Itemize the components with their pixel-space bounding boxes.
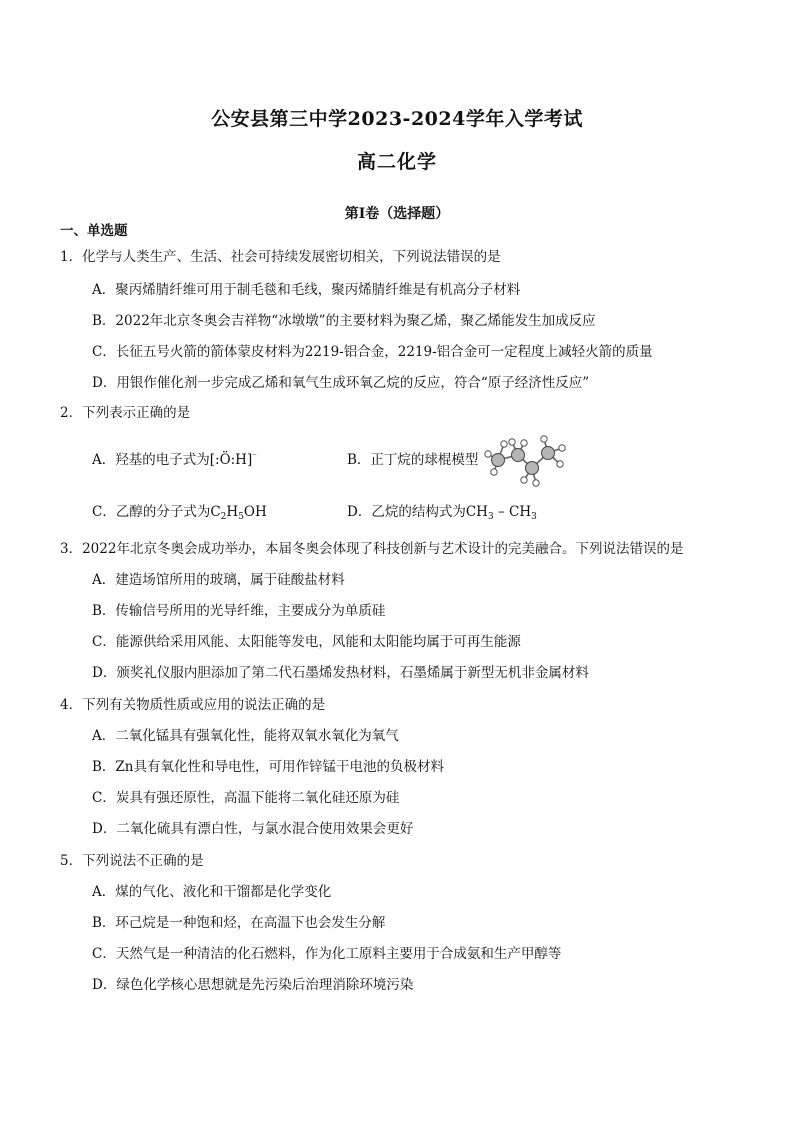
question-1-stem: 1．化学与人类生产、生活、社会可持续发展密切相关，下列说法错误的是 [60, 249, 501, 265]
question-2-option-a [92, 451, 257, 469]
question-1-option-d: D．用银作催化剂一步完成乙烯和氧气生成环氧乙烷的反应，符合“原子经济性反应” [92, 375, 590, 391]
question-5-option-d: D．绿色化学核心思想就是先污染后治理消除环境污染 [92, 977, 414, 993]
question-4-option-a: A．二氧化锰具有强氧化性，能将双氧水氧化为氧气 [92, 728, 399, 744]
question-2-option-c [92, 503, 267, 521]
subscript: 3 [531, 512, 537, 522]
question-5-option-c: C．天然气是一种清洁的化石燃料，作为化工原料主要用于合成氨和生产甲醇等 [92, 946, 562, 962]
exam-subtitle: 高二化学 [356, 151, 437, 173]
butane-ball-stick-model-icon [484, 434, 576, 490]
question-2-option-b: B．正丁烷的球棍模型 [347, 452, 479, 468]
formula-part: OH [243, 504, 267, 520]
question-3-option-c: C．能源供给采用风能、太阳能等发电，风能和太阳能均属于可再生能源 [92, 634, 521, 650]
question-4-option-d: D．二氧化硫具有漂白性，与氯水混合使用效果会更好 [92, 821, 414, 837]
question-1-option-b: B．2022年北京冬奥会吉祥物“冰墩墩”的主要材料为聚乙烯，聚乙烯能发生加成反应 [92, 313, 596, 329]
option-a-text: A．羟基的电子式为 [92, 452, 210, 468]
option-c-text: C．乙醇的分子式为C [92, 504, 221, 520]
question-3-option-a: A．建造场馆所用的玻璃，属于硅酸盐材料 [92, 572, 345, 588]
formula-part: – CH [493, 504, 532, 520]
exam-title: 公安县第三中学2023-2024学年入学考试 [211, 108, 583, 130]
question-2-stem: 2．下列表示正确的是 [60, 405, 191, 421]
question-3-stem: 3．2022年北京冬奥会成功举办，本届冬奥会体现了科技创新与艺术设计的完美融合。下列说法错误的是 [60, 541, 684, 557]
question-1-option-a: A．聚丙烯腈纤维可用于制毛毯和毛线，聚丙烯腈纤维是有机高分子材料 [92, 282, 521, 298]
hydroxyl-electron-formula: [:Ö:H] [209, 452, 253, 468]
question-2-option-d [347, 503, 537, 521]
formula-part: H [226, 504, 239, 520]
part-heading: 第Ⅰ卷（选择题） [344, 206, 450, 222]
option-d-text: D．乙烷的结构式为CH [347, 504, 488, 520]
subscript: 3 [487, 512, 494, 522]
question-3-option-d: D．颁奖礼仪服内胆添加了第二代石墨烯发热材料，石墨烯属于新型无机非金属材料 [92, 665, 589, 681]
question-4-option-b: B．Zn具有氧化性和导电性，可用作锌锰干电池的负极材料 [92, 759, 444, 775]
charge-sign: ⁻ [252, 452, 257, 462]
question-4-stem: 4．下列有关物质性质或应用的说法正确的是 [60, 697, 326, 713]
question-5-option-b: B．环己烷是一种饱和烃，在高温下也会发生分解 [92, 915, 386, 931]
question-3-option-b: B．传输信号所用的光导纤维，主要成分为单质硅 [92, 603, 386, 619]
subscript: 5 [238, 512, 244, 522]
question-5-stem: 5．下列说法不正确的是 [60, 853, 204, 869]
question-5-option-a: A．煤的气化、液化和干馏都是化学变化 [92, 884, 332, 900]
subscript: 2 [220, 512, 227, 522]
question-1-option-c: C．长征五号火箭的箭体蒙皮材料为2219-铝合金，2219-铝合金可一定程度上减轻火箭的质量 [92, 344, 653, 360]
section-heading: 一、单选题 [60, 223, 128, 239]
question-4-option-c: C．炭具有强还原性，高温下能将二氧化硅还原为硅 [92, 790, 400, 806]
